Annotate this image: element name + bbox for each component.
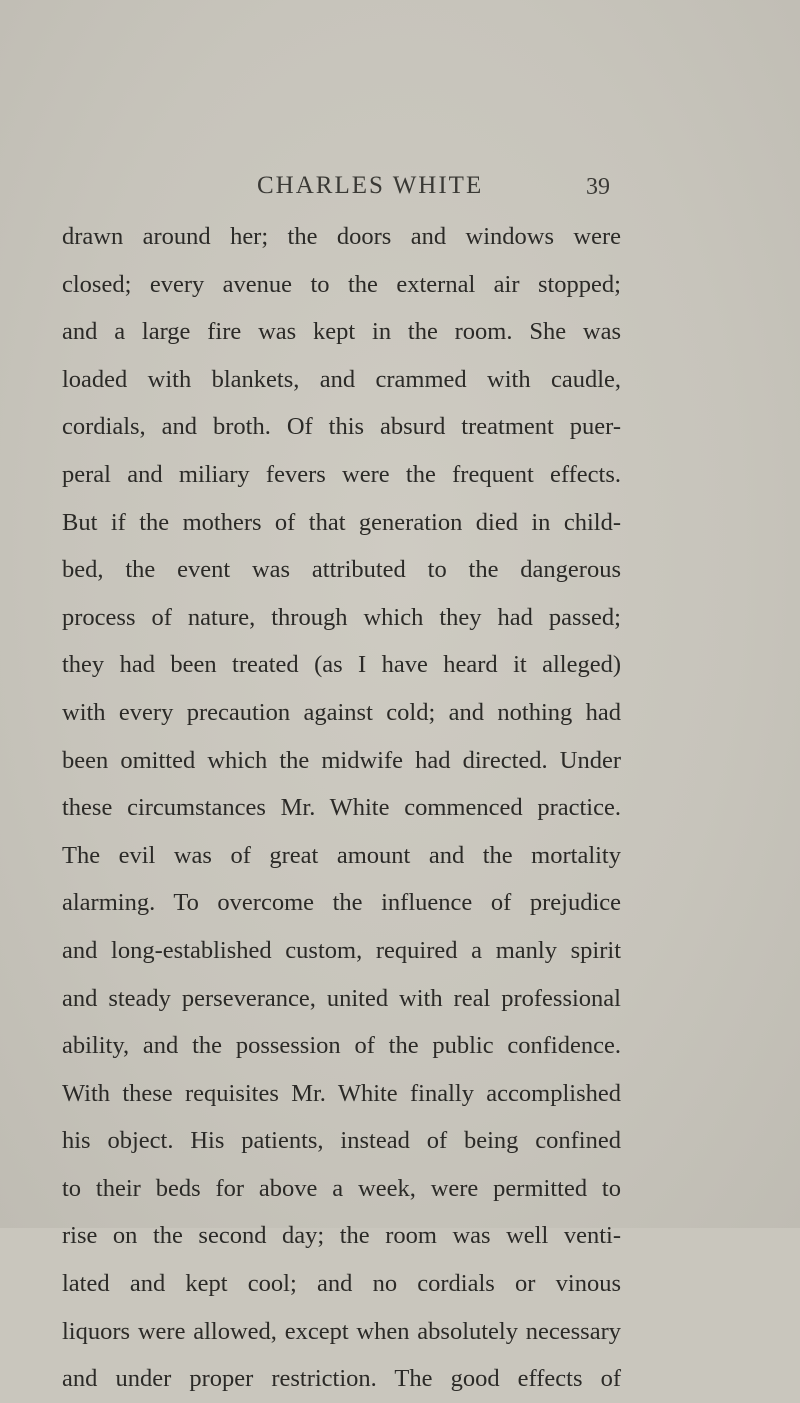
text-line: cordials, and broth. Of this absurd treatment puer-: [62, 413, 621, 441]
text-line: drawn around her; the doors and windows were: [62, 223, 621, 250]
running-head: [0, 172, 800, 212]
text-line: and steady perseverance, united with real professional: [62, 984, 621, 1012]
text-line: rise on the second day; the room was well venti-: [62, 1222, 621, 1250]
text-line: bed, the event was attributed to the dangerous: [62, 556, 621, 584]
text-line: alarming. To overcome the influence of prejudice: [62, 889, 621, 917]
text-line: and under proper restriction. The good effects of: [62, 1365, 621, 1393]
text-line: lated and kept cool; and no cordials or vinous: [62, 1270, 621, 1298]
text-line: The evil was of great amount and the mortality: [62, 841, 621, 869]
text-line: But if the mothers of that generation died in child-: [62, 508, 621, 536]
text-line: closed; every avenue to the external air stopped;: [62, 270, 621, 298]
text-line: with every precaution against cold; and nothing had: [62, 698, 621, 726]
body-text: [62, 213, 621, 1403]
text-line: process of nature, through which they had passed;: [62, 603, 621, 631]
text-line: and a large fire was kept in the room. She was: [62, 318, 621, 346]
text-line: these circumstances Mr. White commenced practice.: [62, 794, 621, 822]
text-line: loaded with blankets, and crammed with caudle,: [62, 365, 621, 393]
text-line: his object. His patients, instead of being confined: [62, 1127, 621, 1155]
text-line: to their beds for above a week, were permitted to: [62, 1174, 621, 1202]
page-number: 39: [586, 174, 610, 200]
text-line: they had been treated (as I have heard it alleged): [62, 651, 621, 679]
running-title: CHARLES WHITE: [257, 172, 484, 199]
text-line: liquors were allowed, except when absolutely necessary: [62, 1317, 621, 1345]
text-line: been omitted which the midwife had directed. Under: [62, 746, 621, 774]
text-line: peral and miliary fevers were the frequent effects.: [62, 460, 621, 488]
text-line: and long-established custom, required a manly spirit: [62, 936, 621, 964]
text-line: With these requisites Mr. White finally accomplished: [62, 1079, 621, 1107]
text-line: ability, and the possession of the public confidence.: [62, 1032, 621, 1060]
